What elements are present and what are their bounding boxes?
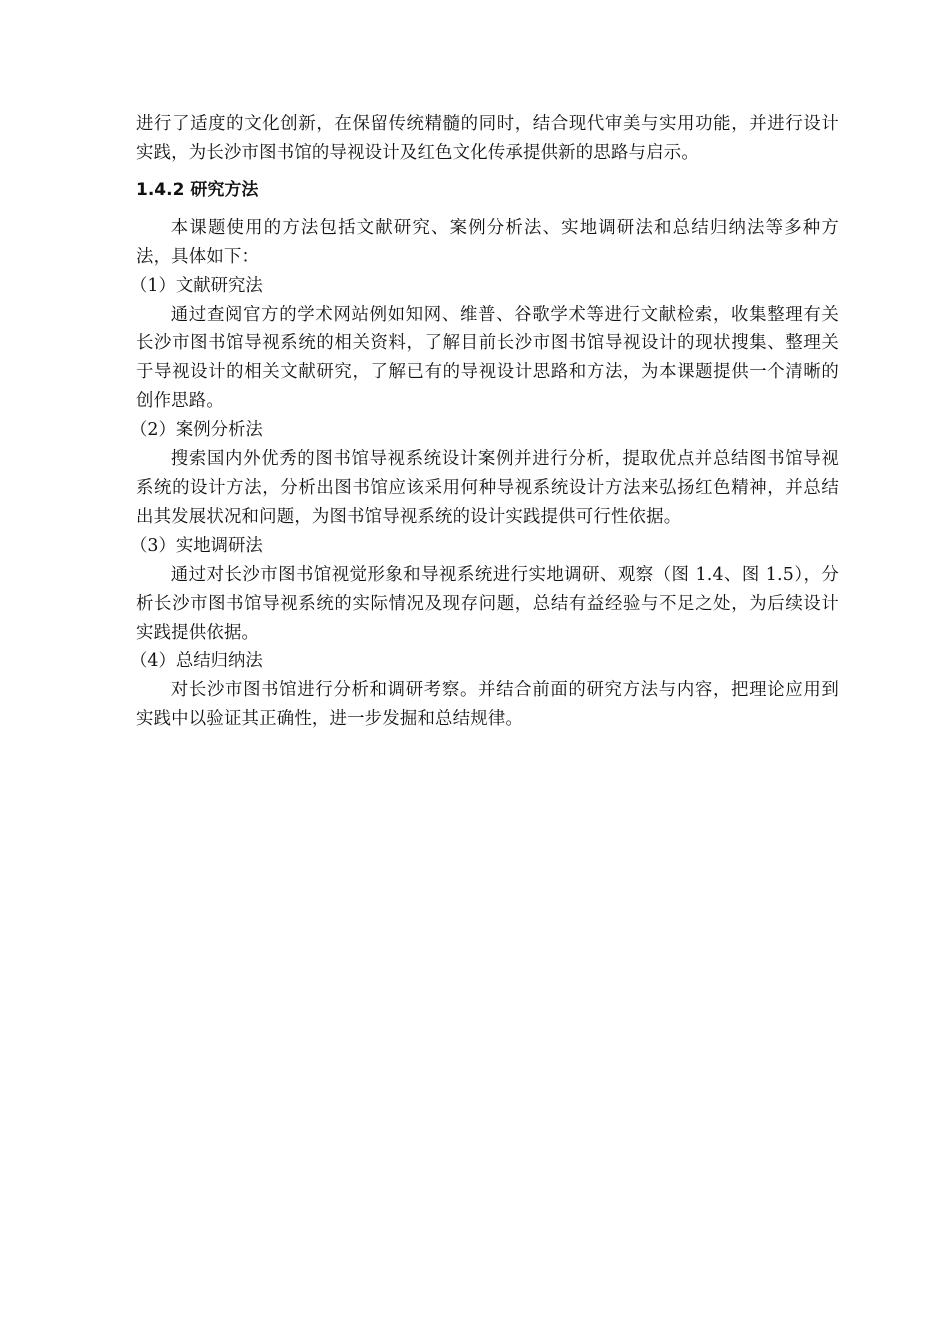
method-title-field-research: （3）实地调研法 <box>130 535 263 556</box>
intro-paragraph: 进行了适度的文化创新，在保留传统精髓的同时，结合现代审美与实用功能，并进行设计实践，为长沙市图书馆的导视设计及红色文化传承提供新的思路与启示。 <box>136 114 839 163</box>
method-body-case-analysis: 搜索国内外优秀的图书馆导视系统设计案例并进行分析，提取优点并总结图书馆导视系统的设计方法，分析出图书馆应该采用何种导视系统设计方法来弘扬红色精神，并总结出其发展状况和问题，为图书馆导视系统的设计实践提供可行性依据。 <box>136 449 839 527</box>
overview-paragraph: 本课题使用的方法包括文献研究、案例分析法、实地调研法和总结归纳法等多种方法，具体如下： <box>136 217 839 267</box>
method-body-summary: 对长沙市图书馆进行分析和调研考察。并结合前面的研究方法与内容，把理论应用到实践中以验证其正确性，进一步发掘和总结规律。 <box>136 680 839 730</box>
method-body-literature: 通过查阅官方的学术网站例如知网、维普、谷歌学术等进行文献检索，收集整理有关长沙市图书馆导视系统的相关资料，了解目前长沙市图书馆导视设计的现状搜集、整理关于导视设计的相关文献研究，了解已有的导视设计思路和方法，为本课题提供一个清晰的创作思路。 <box>136 304 839 412</box>
method-title-case-analysis: （2）案例分析法 <box>130 420 263 441</box>
method-title-summary: （4）总结归纳法 <box>130 651 263 672</box>
method-title-literature: （1）文献研究法 <box>130 275 263 296</box>
document-page <box>130 110 839 734</box>
section-heading: 1.4.2 研究方法 <box>136 179 259 200</box>
method-body-field-research: 通过对长沙市图书馆视觉形象和导视系统进行实地调研、观察（图 1.4、图 1.5），分析长沙市图书馆导视系统的实际情况及现存问题，总结有益经验与不足之处，为后续设计实践提供依据。 <box>136 564 839 643</box>
